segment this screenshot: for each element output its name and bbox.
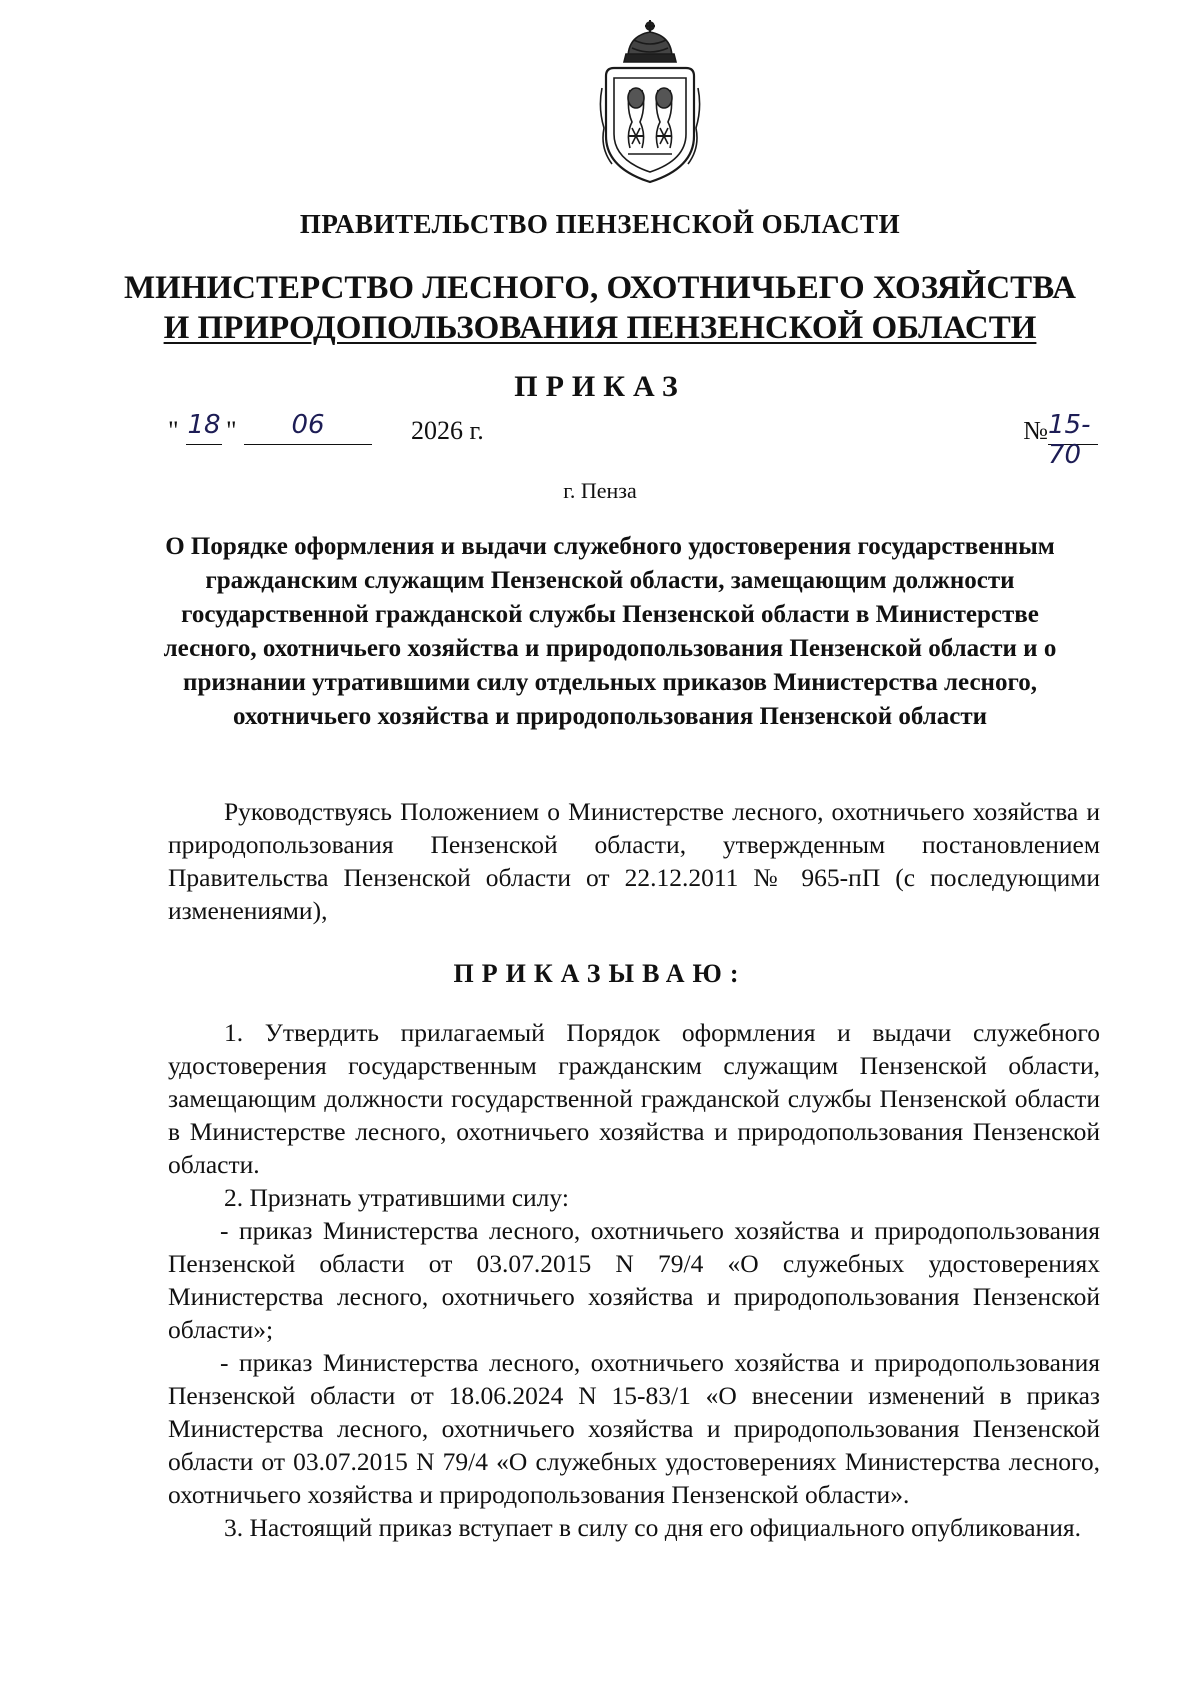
date-number-line (168, 410, 1098, 470)
order-item-2: 2. Признать утратившими силу: (224, 1183, 569, 1212)
city-line: г. Пенза (563, 478, 637, 503)
quote-open: " (168, 416, 179, 445)
order-year: 2026 г. (411, 416, 484, 445)
document-title: О Порядке оформления и выдачи служебного удостоверения государственным гражданским служащим Пензенской области, замещающим должности государственной гражданской службы Пензенской области в Министерстве лесного, охотничьего хозяйства и природопользования Пензенской области и о признании утратившими силу отдельных приказов Министерства лесного, охотничьего хозяйства и природопользования Пензенской области (163, 533, 1057, 730)
government-heading: ПРАВИТЕЛЬСТВО ПЕНЗЕНСКОЙ ОБЛАСТИ (299, 209, 901, 239)
order-day: 18 (186, 410, 222, 445)
ministry-heading (0, 268, 1200, 348)
preamble-text: Руководствуясь Положением о Министерстве лесного, охотничьего хозяйства и природопользования Пензенской области, утвержденным постановлением Правительства Пензенской области от 22.12.2011 № 965-пП (с последующими изменениями), (168, 797, 1100, 925)
coat-of-arms-icon (598, 18, 702, 186)
order-number-label: № (1023, 416, 1048, 445)
document-type-heading: ПРИКАЗ (514, 370, 686, 403)
quote-close: " (226, 416, 237, 445)
order-item-2-subitem-a: - приказ Министерства лесного, охотничьего хозяйства и природопользования Пензенской области от 03.07.2015 N 79/4 «О служебных удостоверениях Министерства лесного, охотничьего хозяйства и природопользования Пензенской области»; (168, 1216, 1100, 1344)
order-item-3: 3. Настоящий приказ вступает в силу со дня его официального опубликования. (224, 1513, 1081, 1542)
order-items (168, 1016, 1100, 1544)
preamble (168, 795, 1100, 927)
order-month: 06 (244, 410, 372, 445)
order-heading: ПРИКАЗЫВАЮ: (453, 959, 747, 988)
order-item-1: 1. Утвердить прилагаемый Порядок оформления и выдачи служебного удостоверения государственным гражданским служащим Пензенской области, замещающим должности государственной гражданской службы Пензенской области в Министерстве лесного, охотничьего хозяйства и природопользования Пензенской области. (168, 1018, 1100, 1179)
order-number: 15-70 (1048, 410, 1098, 445)
ministry-heading-line2: И ПРИРОДОПОЛЬЗОВАНИЯ ПЕНЗЕНСКОЙ ОБЛАСТИ (163, 310, 1037, 346)
order-item-2-subitem-b: - приказ Министерства лесного, охотничьего хозяйства и природопользования Пензенской области от 18.06.2024 N 15-83/1 «О внесении изменений в приказ Министерства лесного, охотничьего хозяйства и природопользования Пензенской области от 03.07.2015 N 79/4 «О служебных удостоверениях Министерства лесного, охотничьего хозяйства и природопользования Пензенской области». (168, 1348, 1100, 1509)
ministry-heading-line1: МИНИСТЕРСТВО ЛЕСНОГО, ОХОТНИЧЬЕГО ХОЗЯЙСТВА (124, 270, 1076, 306)
